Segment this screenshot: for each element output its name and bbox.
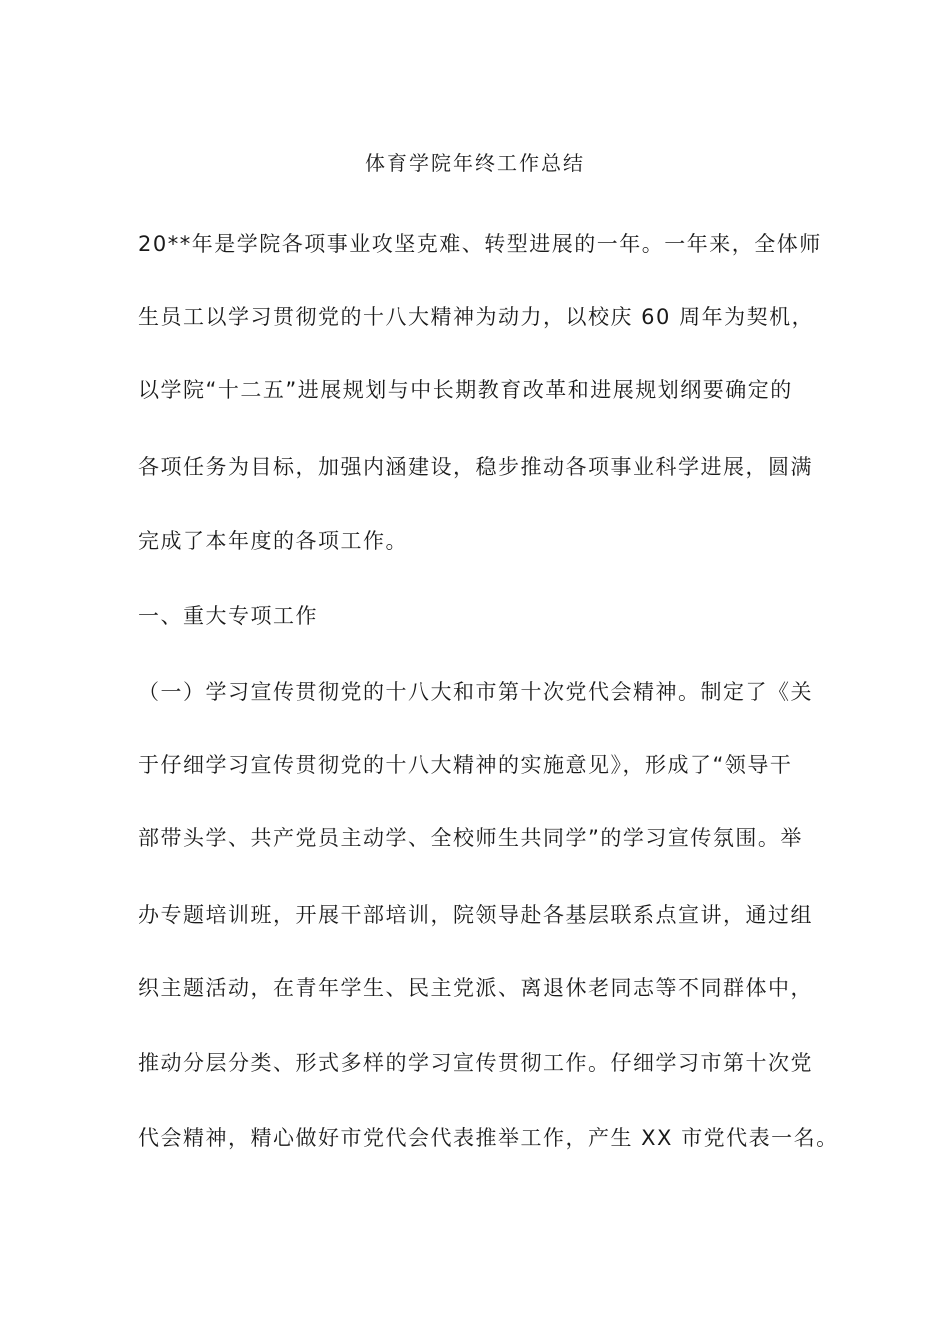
paragraph-line: 完成了本年度的各项工作。 [138, 529, 408, 553]
paragraph-line: 于仔细学习宣传贯彻党的十八大精神的实施意见》，形成了“领导干 [138, 753, 793, 777]
paragraph-line: 以学院“十二五”进展规划与中长期教育改革和进展规划纲要确定的 [138, 378, 793, 402]
paragraph-line: 代会精神，精心做好市党代会代表推举工作，产生 XX 市党代表一名。 [138, 1126, 839, 1150]
paragraph-line: 各项任务为目标，加强内涵建设，稳步推动各项事业科学进展，圆满 [138, 455, 813, 479]
document-title: 体育学院年终工作总结 [365, 151, 585, 175]
section-heading: 一、重大专项工作 [138, 604, 318, 628]
paragraph-line: 20**年是学院各项事业攻坚克难、转型进展的一年。一年来，全体师 [138, 232, 822, 256]
paragraph-line: 织主题活动，在青年学生、民主党派、离退休老同志等不同群体中， [138, 976, 813, 1000]
paragraph-line: 部带头学、共产党员主动学、全校师生共同学”的学习宣传氛围。举 [138, 826, 803, 850]
paragraph-line: 生员工以学习贯彻党的十八大精神为动力，以校庆 60 周年为契机， [138, 305, 815, 329]
paragraph-line: 推动分层分类、形式多样的学习宣传贯彻工作。仔细学习市第十次党 [138, 1051, 813, 1075]
paragraph-line: （一）学习宣传贯彻党的十八大和市第十次党代会精神。制定了《关 [138, 680, 813, 704]
paragraph-line: 办专题培训班，开展干部培训，院领导赴各基层联系点宣讲，通过组 [138, 903, 813, 927]
